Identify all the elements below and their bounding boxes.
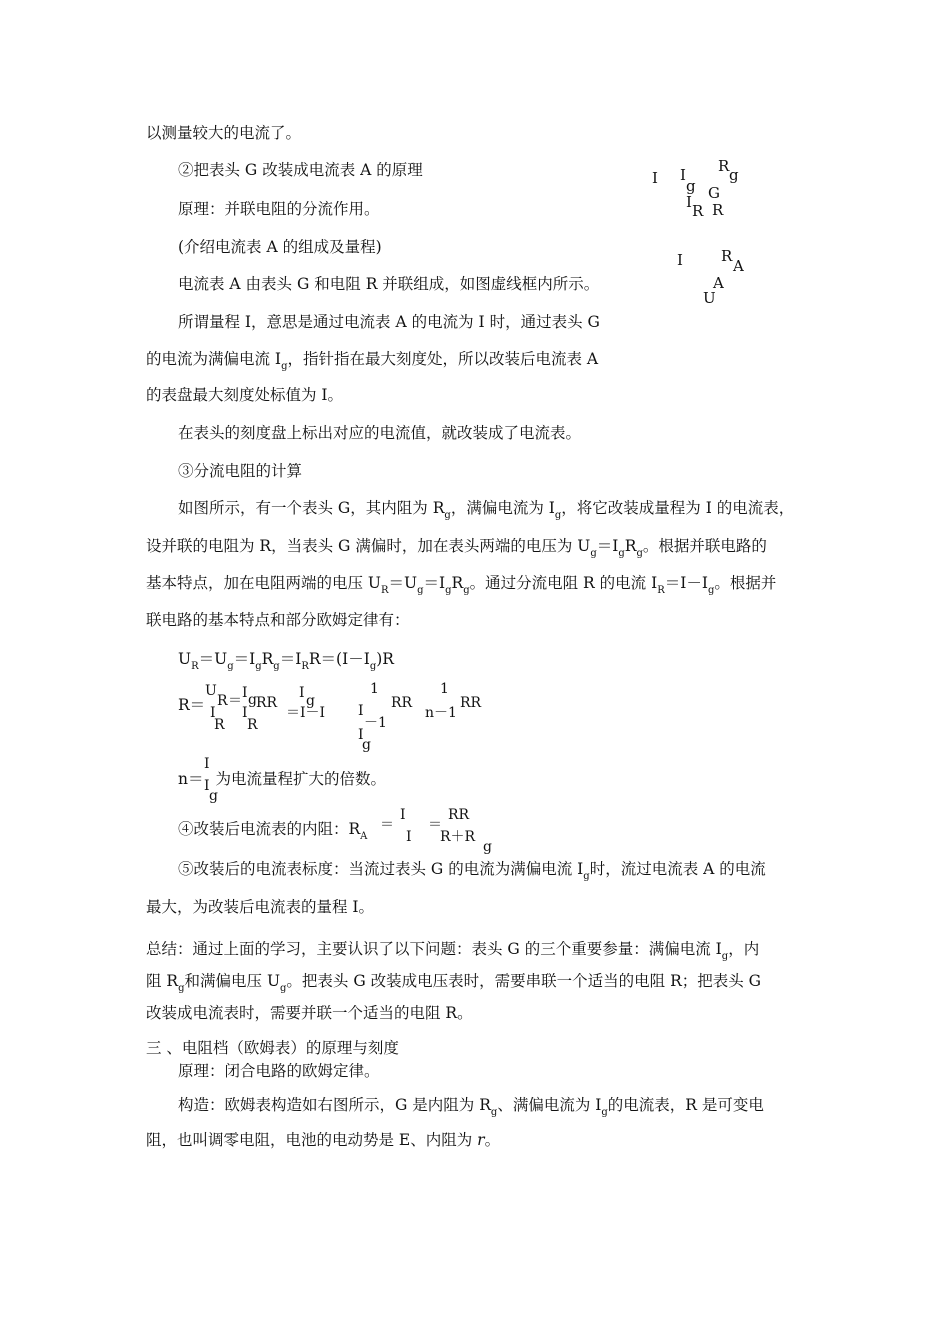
subscript: g bbox=[369, 661, 377, 672]
text: ，满偏电流为 I bbox=[450, 499, 555, 517]
subscript: g bbox=[227, 661, 234, 672]
subscript: g bbox=[445, 585, 452, 596]
subscript: g bbox=[362, 737, 371, 753]
figure-subscript: R bbox=[692, 202, 704, 220]
subscript: g bbox=[721, 951, 729, 962]
text: n－1 bbox=[425, 705, 457, 721]
figure-label: I bbox=[686, 193, 692, 211]
text: 的电流为满偏电流 I bbox=[146, 350, 282, 368]
figure-label: I bbox=[652, 169, 658, 187]
text-line bbox=[178, 1094, 764, 1119]
text: 构造：欧姆表构造如右图所示，G 是内阻为 R bbox=[178, 1096, 491, 1114]
text: 时，流过电流表 A 的电流 bbox=[589, 860, 766, 878]
text: r bbox=[477, 1131, 485, 1149]
text: )R bbox=[376, 650, 394, 668]
circuit-figure bbox=[640, 150, 780, 310]
text: ，指针指在最大刻度处，所以改装后电流表 A bbox=[287, 350, 599, 368]
text: ④改装后电流表的内阻：R bbox=[178, 820, 361, 838]
text-line: 电流表 A 由表头 G 和电阻 R 并联组成，如图虚线框内所示。 bbox=[178, 275, 600, 293]
figure-label: G bbox=[708, 184, 720, 202]
text: 总结：通过上面的学习，主要认识了以下问题：表头 G 的三个重要参量：满偏电流 I bbox=[146, 940, 722, 958]
text-line: 原理：并联电阻的分流作用。 bbox=[178, 200, 380, 218]
text-line: 改装成电流表时，需要并联一个适当的电阻 R。 bbox=[146, 1004, 473, 1022]
text: R＝ bbox=[178, 696, 206, 714]
subscript: R bbox=[214, 717, 225, 733]
text-line: (介绍电流表 A 的组成及量程) bbox=[178, 238, 382, 256]
text: 。根据并 bbox=[714, 574, 777, 592]
subscript: g bbox=[444, 510, 451, 521]
subscript: g bbox=[490, 1107, 498, 1118]
text: 阻 R bbox=[146, 972, 179, 990]
subscript: g bbox=[209, 788, 218, 804]
subscript: R bbox=[247, 717, 258, 733]
subscript: g bbox=[707, 585, 715, 596]
text: ＝I－I bbox=[286, 705, 326, 721]
text: 。把表头 G 改装成电压表时，需要串联一个适当的电阻 R；把表头 G bbox=[286, 972, 762, 990]
subscript: g bbox=[273, 661, 280, 672]
text-line: ②把表头 G 改装成电流表 A 的原理 bbox=[178, 161, 423, 179]
text-line bbox=[146, 572, 776, 597]
text: U bbox=[205, 683, 217, 699]
text: ＝I bbox=[596, 537, 619, 555]
subscript: g bbox=[636, 548, 643, 559]
text: R bbox=[451, 574, 464, 592]
figure-label: U bbox=[703, 289, 716, 307]
text: I bbox=[204, 778, 210, 794]
text: 、满偏电流为 I bbox=[497, 1096, 602, 1114]
figure-label: A bbox=[713, 274, 724, 292]
text: ＝ bbox=[428, 817, 442, 833]
text: －1 bbox=[364, 715, 387, 731]
text: 。通过分流电阻 R 的电流 I bbox=[469, 574, 658, 592]
text: ，将它改装成量程为 I 的电流表， bbox=[561, 499, 795, 517]
figure-label: I bbox=[677, 251, 683, 269]
figure-label: R bbox=[712, 201, 724, 219]
text: R＝(I－I bbox=[308, 650, 370, 668]
text: ＝I－I bbox=[664, 574, 708, 592]
subscript: g bbox=[281, 361, 288, 372]
text: R bbox=[624, 537, 637, 555]
figure-label: R bbox=[718, 157, 730, 175]
text: RR bbox=[391, 695, 413, 711]
text: ＝U bbox=[198, 650, 228, 668]
text: ，内 bbox=[728, 940, 760, 958]
subscript: g bbox=[417, 585, 424, 596]
subscript: R bbox=[191, 661, 199, 672]
subscript: g bbox=[306, 693, 315, 709]
text: R＋R bbox=[440, 829, 476, 845]
subscript: g bbox=[583, 871, 590, 882]
text: I bbox=[358, 703, 364, 719]
figure-subscript: g bbox=[729, 166, 739, 184]
equation bbox=[178, 648, 394, 673]
text: R bbox=[261, 650, 274, 668]
text-line bbox=[178, 818, 367, 843]
subscript: R bbox=[657, 585, 665, 596]
subscript: g bbox=[178, 983, 185, 994]
text: I bbox=[358, 727, 364, 743]
text: 1 bbox=[370, 681, 379, 697]
text: ＝I bbox=[279, 650, 302, 668]
figure-subscript: A bbox=[733, 257, 744, 275]
text-line bbox=[146, 1129, 500, 1151]
subscript: g bbox=[618, 548, 625, 559]
text: U bbox=[178, 650, 192, 668]
subscript: R bbox=[381, 585, 389, 596]
subscript: g bbox=[483, 839, 492, 855]
subscript: g bbox=[463, 585, 470, 596]
text-line: 在表头的刻度盘上标出对应的电流值，就改装成了电流表。 bbox=[178, 424, 582, 442]
text-line bbox=[146, 938, 759, 963]
text-line: 联电路的基本特点和部分欧姆定律有： bbox=[146, 611, 410, 629]
text: RR bbox=[256, 695, 278, 711]
text: 设并联的电阻为 R，当表头 G 满偏时，加在表头两端的电压为 U bbox=[146, 537, 591, 555]
text: 阻，也叫调零电阻，电池的电动势是 E、内阻为 bbox=[146, 1131, 478, 1149]
text: ＝I bbox=[423, 574, 446, 592]
text: ＝U bbox=[388, 574, 418, 592]
text: 1 bbox=[440, 681, 449, 697]
subscript: g bbox=[248, 692, 257, 708]
text-line bbox=[178, 858, 766, 883]
subscript: R bbox=[301, 661, 309, 672]
text: I bbox=[400, 807, 406, 823]
subscript: g bbox=[590, 548, 597, 559]
text: I bbox=[242, 705, 248, 721]
text: 。 bbox=[484, 1131, 501, 1149]
text-line bbox=[146, 535, 767, 560]
text-line: ③分流电阻的计算 bbox=[178, 462, 303, 480]
figure-label: R bbox=[721, 247, 733, 265]
text-line: 原理：闭合电路的欧姆定律。 bbox=[178, 1062, 380, 1080]
text-line bbox=[146, 348, 598, 373]
text: I bbox=[210, 705, 216, 721]
subscript: g bbox=[601, 1107, 608, 1118]
text-line: 以测量较大的电流了。 bbox=[146, 124, 302, 142]
text: RR bbox=[448, 807, 470, 823]
text: I bbox=[406, 829, 412, 845]
text: ＝ bbox=[380, 817, 394, 833]
text: ＝I bbox=[233, 650, 256, 668]
text: I bbox=[299, 685, 305, 701]
subscript: A bbox=[360, 831, 368, 842]
subscript: R bbox=[217, 693, 228, 709]
subscript: g bbox=[255, 661, 262, 672]
text: ⑤改装后的电流表标度：当流过表头 G 的电流为满偏电流 I bbox=[178, 860, 584, 878]
text: 如图所示，有一个表头 G，其内阻为 R bbox=[178, 499, 445, 517]
text: 为电流量程扩大的倍数。 bbox=[215, 770, 386, 788]
subscript: g bbox=[554, 510, 562, 521]
text: 基本特点，加在电阻两端的电压 U bbox=[146, 574, 381, 592]
fraction-equation bbox=[178, 680, 498, 753]
text: n＝ bbox=[178, 770, 204, 788]
text: 的电流表，R 是可变电 bbox=[607, 1096, 764, 1114]
text: I bbox=[242, 685, 248, 701]
text-line: 最大，为改装后电流表的量程 I。 bbox=[146, 898, 375, 916]
figure-subscript: g bbox=[686, 177, 696, 195]
subscript: g bbox=[280, 983, 287, 994]
figure-label: I bbox=[680, 166, 686, 184]
text: ＝ bbox=[228, 693, 242, 709]
text-line bbox=[178, 497, 794, 522]
section-heading: 三 、电阻档（欧姆表）的原理与刻度 bbox=[146, 1039, 399, 1057]
text-line: 的表盘最大刻度处标值为 I。 bbox=[146, 386, 344, 404]
text: I bbox=[204, 756, 210, 772]
text: 。根据并联电路的 bbox=[642, 537, 767, 555]
text-line: 所谓量程 I，意思是通过电流表 A 的电流为 I 时，通过表头 G bbox=[178, 313, 600, 331]
text-line bbox=[146, 970, 761, 995]
text: 和满偏电压 U bbox=[184, 972, 281, 990]
text: RR bbox=[460, 695, 482, 711]
